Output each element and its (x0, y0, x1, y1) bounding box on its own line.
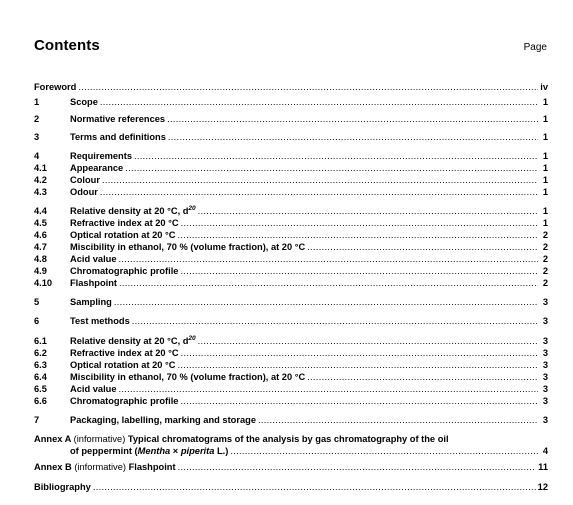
toc-entry-bibliography[interactable] (34, 481, 548, 494)
toc-entry-title: Terms and definitions (70, 132, 166, 142)
toc-entry-title: Scope (70, 97, 98, 107)
toc-entry[interactable] (34, 315, 548, 328)
toc-entry-annex-b[interactable] (34, 461, 548, 474)
species: piperita (180, 446, 215, 456)
toc-entry-title: Requirements (70, 151, 132, 161)
toc-entry-number: 4 (34, 151, 40, 161)
toc-entry-title: Refractive index at 20 °C (70, 218, 179, 228)
toc-entry-number: 1 (34, 97, 40, 107)
toc-entry-title: Sampling (70, 297, 112, 307)
toc-entry-number: 6.4 (34, 372, 47, 382)
toc-entry-number: 2 (34, 114, 40, 124)
toc-entry[interactable] (34, 296, 548, 309)
toc-entry-annex-a-cont[interactable] (70, 445, 548, 458)
toc-entry-page: 2 (542, 266, 548, 276)
toc-entry[interactable] (34, 277, 548, 290)
toc-entry-page: 1 (542, 114, 548, 124)
annex-label: Annex A (34, 434, 72, 444)
superscript: 20 (188, 204, 196, 212)
toc-entry-page: 2 (542, 254, 548, 264)
toc-entry-page: 1 (542, 175, 548, 185)
toc-entry-page: 3 (542, 396, 548, 406)
dot-leader (230, 445, 538, 458)
annex-label: Annex B (34, 462, 72, 472)
annex-title: Flashpoint (128, 462, 176, 472)
toc-entry-title: Acid value (70, 254, 117, 264)
toc-entry-title: Appearance (70, 163, 124, 173)
toc-entry-page: 4 (542, 446, 548, 456)
dot-leader (168, 131, 538, 144)
toc-entry-page: 3 (542, 348, 548, 358)
toc-entry[interactable] (34, 186, 548, 199)
toc-entry-number: 4.3 (34, 187, 47, 197)
toc-entry-title: Optical rotation at 20 °C (70, 230, 176, 240)
toc-entry-page: 1 (542, 187, 548, 197)
toc-entry-number: 3 (34, 132, 40, 142)
toc-entry-title: Refractive index at 20 °C (70, 348, 179, 358)
toc-entry-number: 4.2 (34, 175, 47, 185)
annex-title: Typical chromatograms of the analysis by gas chromatography of the oil (127, 434, 449, 444)
dot-leader (93, 481, 536, 494)
toc-entry[interactable] (34, 414, 548, 427)
toc-entry-number: 4.10 (34, 278, 53, 288)
toc-entry-title: Colour (70, 175, 100, 185)
toc-entry-page: 1 (542, 206, 548, 216)
toc-entry-number: 5 (34, 297, 40, 307)
toc-entry[interactable] (34, 113, 548, 126)
toc-entry-page: 1 (542, 97, 548, 107)
dot-leader (119, 277, 538, 290)
toc-entry-page: 3 (542, 360, 548, 370)
toc-entry-title: Normative references (70, 114, 166, 124)
dot-leader (114, 296, 538, 309)
toc-entry-page: 1 (542, 163, 548, 173)
toc-entry[interactable] (34, 395, 548, 408)
toc-entry-title: Chromatographic profile (70, 396, 179, 406)
toc-entry-page: 11 (538, 462, 548, 472)
toc-entry-page: 3 (542, 297, 548, 307)
toc-entry-number: 4.5 (34, 218, 47, 228)
toc-entry-number: 4.9 (34, 266, 47, 276)
toc-entry-page: 12 (537, 482, 548, 492)
toc-entry-page: 3 (542, 336, 548, 346)
toc-entry-title: Test methods (70, 316, 130, 326)
toc-entry[interactable] (34, 96, 548, 109)
toc-entry-page: iv (540, 82, 548, 92)
toc-entry-number: 4.4 (34, 206, 47, 216)
dot-leader (258, 414, 538, 427)
superscript: 20 (188, 334, 196, 342)
toc-entry-title: Chromatographic profile (70, 266, 179, 276)
toc-entry-page: 2 (542, 242, 548, 252)
dot-leader (180, 395, 538, 408)
toc-entry-number: 6.6 (34, 396, 47, 406)
dot-leader (178, 461, 537, 474)
annex-b-heading (34, 461, 176, 474)
genus: Mentha (137, 446, 171, 456)
toc-entry-page: 1 (542, 132, 548, 142)
toc-entry-title: Miscibility in ethanol, 70 % (volume fraction), at 20 °C (70, 372, 306, 382)
toc-entry-title: Relative density at 20 °C, $d^{20}$ (70, 334, 196, 346)
toc-entry[interactable] (34, 131, 548, 144)
toc-entry-page: 3 (542, 415, 548, 425)
dot-leader (100, 186, 538, 199)
toc-entry-title: Acid value (70, 384, 117, 394)
toc-entry-number: 6.1 (34, 336, 47, 346)
toc-entry-page: 1 (542, 151, 548, 161)
toc-entry-number: 4.8 (34, 254, 47, 264)
annex-title-cont: of peppermint (Mentha × piperita L.) (70, 446, 229, 456)
toc-entry-page: 1 (542, 218, 548, 228)
page-title: Contents (34, 37, 100, 54)
toc-entry-page: 2 (542, 278, 548, 288)
toc-entry-number: 6.3 (34, 360, 47, 370)
toc-entry-title: Optical rotation at 20 °C (70, 360, 176, 370)
toc-entry-number: 6.2 (34, 348, 47, 358)
toc-entry-title: Relative density at 20 °C, $d^{20}$ (70, 204, 196, 216)
toc-entry-number: 4.7 (34, 242, 47, 252)
toc-entry-number: 4.6 (34, 230, 47, 240)
toc-entry-title: Miscibility in ethanol, 70 % (volume fraction), at 20 °C (70, 242, 306, 252)
toc-entry-title: Foreword (34, 82, 77, 92)
dot-leader (167, 113, 538, 126)
toc-entry-number: 4.1 (34, 163, 47, 173)
toc-entry-foreword[interactable] (34, 81, 548, 94)
toc-entry-page: 2 (542, 230, 548, 240)
dot-leader (132, 315, 538, 328)
toc-entry-page: 3 (542, 384, 548, 394)
dot-leader (78, 81, 538, 94)
toc-entry-page: 3 (542, 316, 548, 326)
toc-entry-title: Odour (70, 187, 98, 197)
toc-entry-number: 7 (34, 415, 40, 425)
annex-kind: (informative) (74, 462, 126, 472)
toc-entry-number: 6 (34, 316, 40, 326)
toc-entry-title: Bibliography (34, 482, 91, 492)
toc-entry-number: 6.5 (34, 384, 47, 394)
toc-entry-title: Flashpoint (70, 278, 117, 288)
toc-entry-page: 3 (542, 372, 548, 382)
toc-entry-title: Packaging, labelling, marking and storage (70, 415, 256, 425)
annex-kind: (informative) (73, 434, 126, 444)
dot-leader (100, 96, 538, 109)
page-column-label: Page (523, 42, 547, 53)
